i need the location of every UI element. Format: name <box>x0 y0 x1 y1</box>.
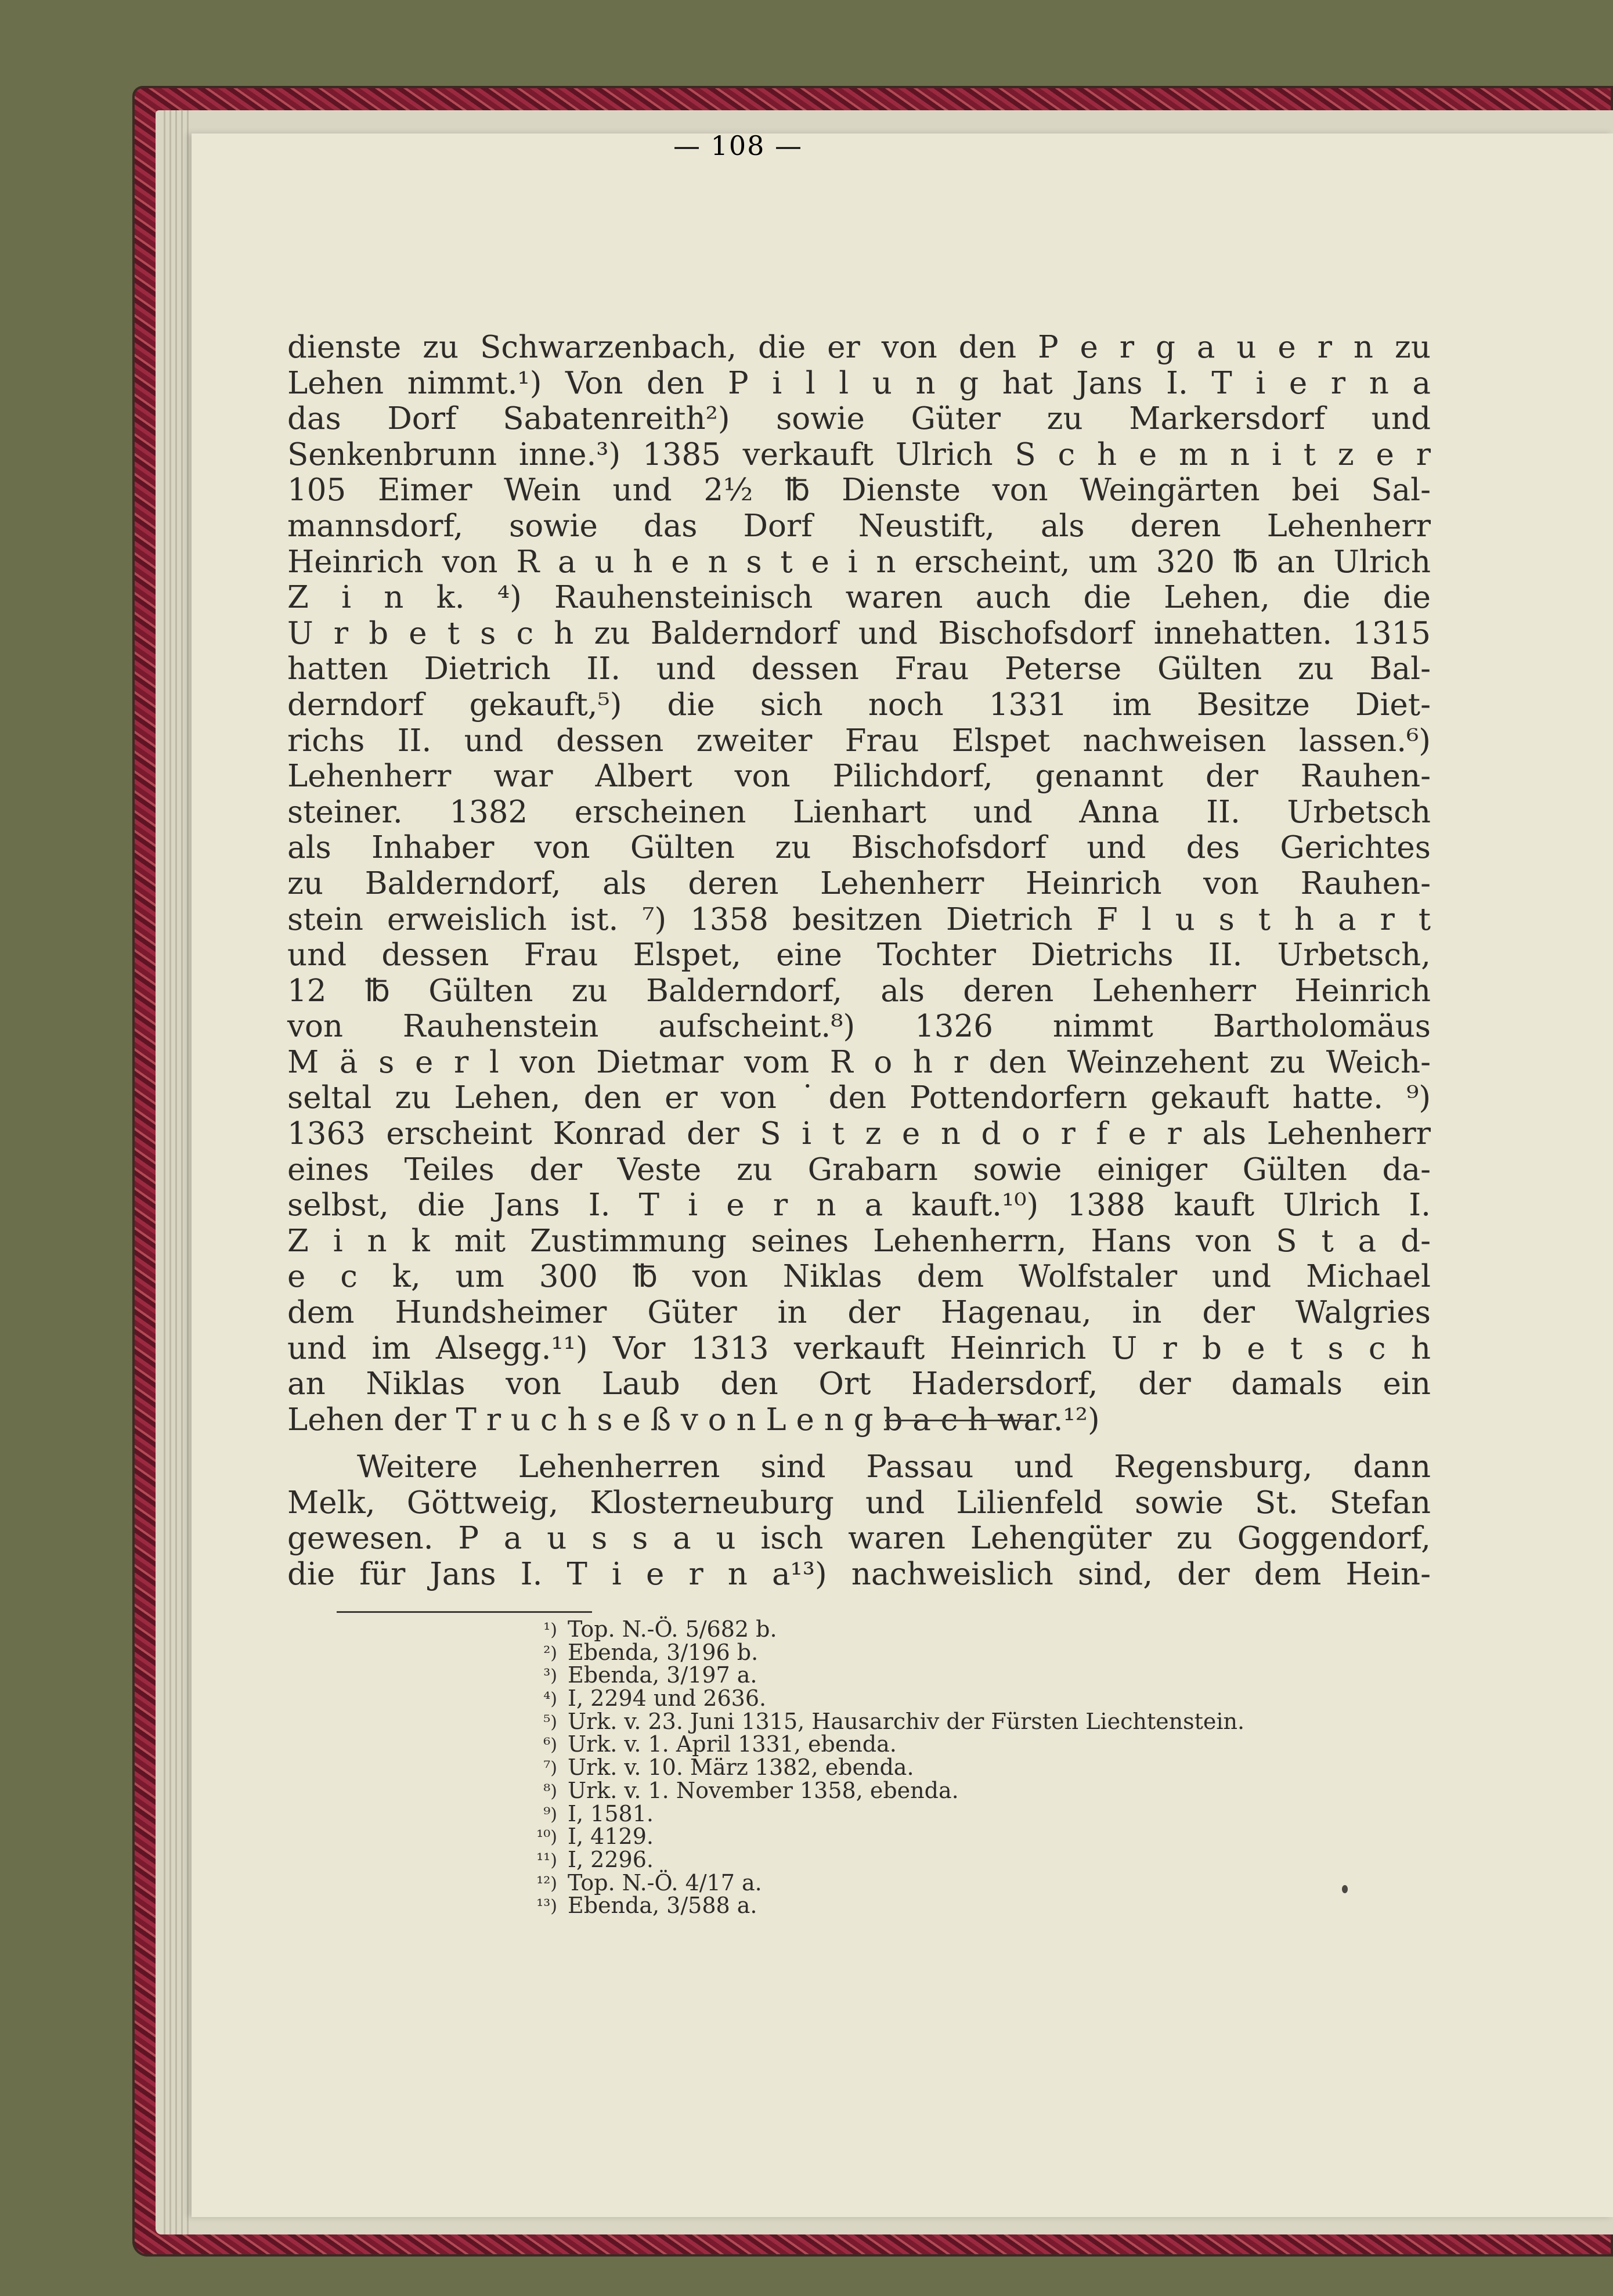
footnote-text: I, 4129. <box>568 1824 654 1850</box>
text-line: die für Jans I. T i e r n a¹³) nachweislich sind, der dem Hein- <box>287 1556 1431 1592</box>
text-line: richs II. und dessen zweiter Frau Elspet nachweisen lassen.⁶) <box>287 723 1431 759</box>
body-paragraph-2 <box>287 1449 1431 1592</box>
text-line: steiner. 1382 erscheinen Lienhart und Anna II. Urbetsch <box>287 794 1431 830</box>
page-leaf <box>175 110 177 2234</box>
text-line: gewesen. P a u s s a u isch waren Lehengüter zu Goggendorf, <box>287 1521 1431 1557</box>
text-line: Lehenherr war Albert von Pilichdorf, genannt der Rauhen- <box>287 759 1431 795</box>
text-line: Z i n k. ⁴) Rauhensteinisch waren auch die Lehen, die die <box>287 580 1431 616</box>
footnote-number: ¹³) <box>536 1896 557 1917</box>
page-leaf <box>164 110 165 2234</box>
text-line: seltal zu Lehen, den er von ˙den Pottendorfern gekauft hatte. ⁹) <box>287 1080 1431 1116</box>
footnote <box>511 1846 1244 1872</box>
footnote <box>511 1618 1244 1641</box>
footnote <box>511 1710 1244 1734</box>
text-line: U r b e t s c h zu Balderndorf und Bischofsdorf innehatten. 1315 <box>287 615 1431 651</box>
text-line: Weitere Lehenherren sind Passau und Regensburg, dann <box>357 1449 1431 1485</box>
footnote <box>511 1825 1244 1849</box>
footnote-text: Urk. v. 10. März 1382, ebenda. <box>568 1755 914 1781</box>
page-number: — 108 — <box>673 130 803 161</box>
footnote <box>511 1733 1244 1756</box>
text-line: Lehen der T r u c h s e ß v o n L e n g b a c h war.¹²) <box>287 1402 1100 1438</box>
page-leaf <box>169 110 171 2234</box>
footnote-text: Ebenda, 3/196 b. <box>568 1639 759 1665</box>
text-line: Lehen nimmt.¹) Von den P i l l u n g hat Jans I. T i e r n a <box>287 365 1431 401</box>
footnote <box>511 1687 1244 1710</box>
text-line: stein erweislich ist. ⁷) 1358 besitzen Dietrich F l u s t h a r t <box>287 901 1431 937</box>
section-separator <box>885 1420 1039 1421</box>
ink-spot <box>1342 1885 1348 1893</box>
text-line: an Niklas von Laub den Ort Hadersdorf, der damals ein <box>287 1366 1431 1402</box>
footnote-number: ¹²) <box>536 1873 557 1894</box>
text-line: Melk, Göttweig, Klosterneuburg und Lilienfeld sowie St. Stefan <box>287 1485 1431 1521</box>
footnote-text: Urk. v. 23. Juni 1315, Hausarchiv der Fürsten Liechtenstein. <box>568 1708 1245 1734</box>
footnote <box>511 1800 1244 1826</box>
text-line: selbst, die Jans I. T i e r n a kauft.¹⁰) 1388 kauft Ulrich I. <box>287 1187 1431 1223</box>
text-line: das Dorf Sabatenreith²) sowie Güter zu Markersdorf und <box>287 401 1431 437</box>
text-line: dienste zu Schwarzenbach, die er von den P e r g a u e r n zu <box>287 330 1431 365</box>
footnotes <box>511 1618 1244 1918</box>
footnote-number: ¹⁰) <box>536 1827 557 1848</box>
footnote-number: ⁸) <box>543 1781 557 1802</box>
page-leaf <box>187 110 189 2234</box>
text-line: und dessen Frau Elspet, eine Tochter Dietrichs II. Urbetsch, <box>287 937 1431 973</box>
body-paragraph-1 <box>287 330 1431 1438</box>
footnote-text: Top. N.-Ö. 4/17 a. <box>568 1869 762 1896</box>
text-line: 1363 erscheint Konrad der S i t z e n d o r f e r als Lehenherr <box>287 1116 1431 1152</box>
footnote-number: ⁵) <box>543 1712 557 1732</box>
text-line: M ä s e r l von Dietmar vom R o h r den Weinzehent zu Weich- <box>287 1044 1431 1080</box>
text-line: Heinrich von R a u h e n s t e i n erscheint, um 320 ℔ an Ulrich <box>287 544 1431 580</box>
footnote-number: ³) <box>543 1666 557 1687</box>
footnote-text: Top. N.-Ö. 5/682 b. <box>568 1616 777 1642</box>
footnote-text: Urk. v. 1. November 1358, ebenda. <box>568 1777 959 1803</box>
text-line: zu Balderndorf, als deren Lehenherr Heinrich von Rauhen- <box>287 865 1431 901</box>
footnote <box>511 1641 1244 1665</box>
footnote-text: I, 2294 und 2636. <box>568 1685 767 1712</box>
footnote <box>511 1664 1244 1687</box>
text-line: dem Hundsheimer Güter in der Hagenau, in der Walgries <box>287 1295 1431 1331</box>
footnote-number: ⁴) <box>543 1689 557 1710</box>
text-line: und im Alsegg.¹¹) Vor 1313 verkauft Heinrich U r b e t s c h <box>287 1330 1431 1366</box>
text-line: von Rauhenstein aufscheint.⁸) 1326 nimmt Bartholomäus <box>287 1009 1431 1045</box>
footnote <box>511 1869 1244 1896</box>
text-line: derndorf gekauft,⁵) die sich noch 1331 im Besitze Diet- <box>287 687 1431 723</box>
text-line: eines Teiles der Veste zu Grabarn sowie einiger Gülten da- <box>287 1151 1431 1187</box>
footnote-text: Urk. v. 1. April 1331, ebenda. <box>568 1731 897 1757</box>
footnote <box>511 1779 1244 1803</box>
text-line: als Inhaber von Gülten zu Bischofsdorf und des Gerichtes <box>287 830 1431 866</box>
footnote-text: I, 2296. <box>568 1846 654 1872</box>
footnote-text: I, 1581. <box>568 1800 654 1826</box>
footnote-number: ¹¹) <box>536 1850 557 1871</box>
text-line: e c k, um 300 ℔ von Niklas dem Wolfstaler und Michael <box>287 1259 1431 1295</box>
text-line: hatten Dietrich II. und dessen Frau Peterse Gülten zu Bal- <box>287 651 1431 687</box>
footnote-rule <box>337 1611 592 1613</box>
footnote-number: ⁶) <box>543 1735 557 1756</box>
footnote-number: ²) <box>543 1642 557 1663</box>
footnote-text: Ebenda, 3/588 a. <box>568 1893 757 1919</box>
page-leaf <box>181 110 183 2234</box>
text-line: 12 ℔ Gülten zu Balderndorf, als deren Lehenherr Heinrich <box>287 973 1431 1009</box>
text-line: Senkenbrunn inne.³) 1385 verkauft Ulrich S c h e m n i t z e r <box>287 436 1431 472</box>
footnote <box>511 1894 1244 1918</box>
text-line: 105 Eimer Wein und 2½ ℔ Dienste von Weingärten bei Sal- <box>287 472 1431 508</box>
footnote <box>511 1756 1244 1779</box>
footnote-number: ¹) <box>543 1620 557 1640</box>
text-line: Z i n k mit Zustimmung seines Lehenherrn, Hans von S t a d- <box>287 1223 1431 1259</box>
text-line: mannsdorf, sowie das Dorf Neustift, als deren Lehenherr <box>287 508 1431 544</box>
footnote-number: ⁷) <box>543 1758 557 1779</box>
footnote-number: ⁹) <box>543 1804 557 1825</box>
footnote-text: Ebenda, 3/197 a. <box>568 1662 757 1688</box>
